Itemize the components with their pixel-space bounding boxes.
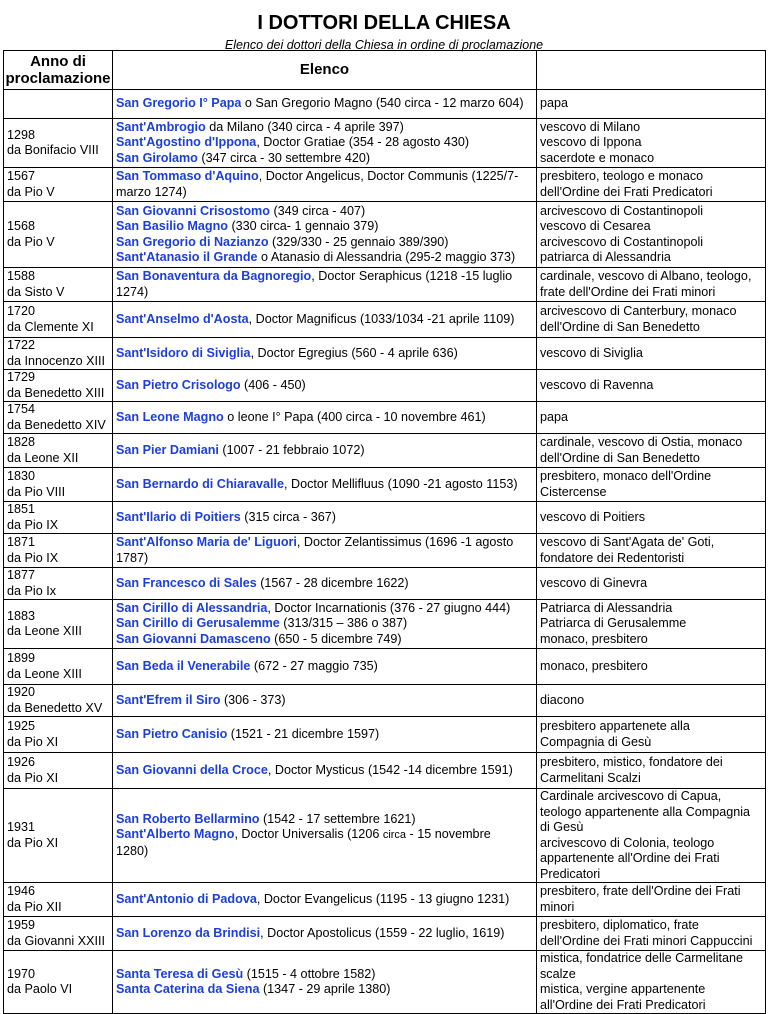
saint-entry xyxy=(116,763,533,779)
table-row xyxy=(4,883,766,917)
saint-details: (1515 - 4 ottobre 1582) xyxy=(243,966,376,981)
role-text: vescovo di Ravenna xyxy=(540,377,654,392)
saint-entry xyxy=(116,346,533,362)
saint-entry xyxy=(116,169,533,185)
year-text: da Pio Ix xyxy=(7,583,57,598)
saint-details: (650 - 5 dicembre 749) xyxy=(270,631,402,646)
role-text: sacerdote e monaco xyxy=(540,150,655,165)
saint-name: San Francesco di Sales xyxy=(116,575,257,590)
year-text: 1298 xyxy=(7,127,36,142)
year-text: da Giovanni XXIII xyxy=(7,933,106,948)
year-text: 1926 xyxy=(7,755,36,769)
saint-details: , Doctor Mysticus (1542 -14 dicembre 1591) xyxy=(267,762,513,777)
role-text: dell'Ordine di San Benedetto xyxy=(540,319,700,334)
saints-cell xyxy=(113,717,537,753)
saints-cell xyxy=(113,917,537,951)
year-text: da Benedetto XV xyxy=(7,700,103,715)
year-text: da Pio V xyxy=(7,184,55,199)
saints-cell xyxy=(113,753,537,789)
saint-name: Santa Teresa di Gesù xyxy=(116,966,244,981)
saint-details: (306 - 373) xyxy=(220,692,286,707)
doctors-table xyxy=(3,50,766,1014)
year-text: 1959 xyxy=(7,918,36,932)
saint-details-small: circa xyxy=(382,829,407,842)
role-text: monaco, presbitero xyxy=(540,658,648,673)
saint-details: (315 circa - 367) xyxy=(240,509,336,524)
header-list: Elenco xyxy=(113,51,537,90)
role-cell xyxy=(537,202,766,268)
saint-name: Sant'Isidoro di Siviglia xyxy=(116,345,251,360)
year-cell xyxy=(4,534,113,568)
role-text: papa xyxy=(540,409,569,424)
saints-cell xyxy=(113,302,537,338)
table-row xyxy=(4,268,766,302)
year-text: da Pio XI xyxy=(7,835,59,850)
saint-entry xyxy=(116,378,533,394)
saint-details: , Doctor Angelicus, Doctor Communis (1225/7- xyxy=(258,169,519,183)
saint-entry xyxy=(116,601,533,617)
role-cell xyxy=(537,717,766,753)
table-row xyxy=(4,402,766,434)
role-text: patriarca di Alessandria xyxy=(540,250,671,264)
saint-name: San Pietro Canisio xyxy=(116,726,228,741)
saints-cell xyxy=(113,202,537,268)
year-text: 1899 xyxy=(7,651,36,665)
saint-details: o Atanasio di Alessandria (295-2 maggio 373) xyxy=(257,250,516,264)
saint-details: (313/315 – 386 o 387) xyxy=(279,616,408,631)
role-text: monaco, presbitero xyxy=(540,631,648,646)
role-text: presbitero, diplomatico, frate xyxy=(540,918,699,932)
table-row xyxy=(4,90,766,119)
saint-details: , Doctor Evangelicus (1195 - 13 giugno 1231) xyxy=(256,891,510,906)
saint-name: San Giovanni Damasceno xyxy=(116,631,271,646)
page-title: I DOTTORI DELLA CHIESA xyxy=(257,12,511,34)
year-text: 1568 xyxy=(7,219,36,233)
role-text: cardinale, vescovo di Ostia, monaco xyxy=(540,435,743,449)
saint-details: (330 circa- 1 gennaio 379) xyxy=(227,219,379,233)
year-cell xyxy=(4,168,113,202)
year-text: 1925 xyxy=(7,719,36,733)
saints-cell xyxy=(113,951,537,1014)
role-text: vescovo di Sant'Agata de' Goti, xyxy=(540,535,715,549)
page-subtitle: Elenco dei dottori della Chiesa in ordine di proclamazione xyxy=(224,38,544,52)
saint-entry xyxy=(116,151,533,167)
saints-cell xyxy=(113,468,537,502)
year-text: da Leone XIII xyxy=(7,624,82,638)
role-text: dell'Ordine di San Benedetto xyxy=(540,450,700,465)
year-text: 1567 xyxy=(7,169,36,183)
table-row xyxy=(4,302,766,338)
saint-name: Sant'Anselmo d'Aosta xyxy=(116,311,249,326)
saint-name: San Giovanni Crisostomo xyxy=(116,203,270,218)
role-cell xyxy=(537,685,766,717)
saint-entry xyxy=(116,982,533,998)
table-row xyxy=(4,202,766,268)
saints-cell xyxy=(113,600,537,649)
saints-cell xyxy=(113,119,537,168)
role-cell xyxy=(537,917,766,951)
year-text: 1754 xyxy=(7,402,36,416)
saint-name: Sant'Alfonso Maria de' Liguori xyxy=(116,535,297,549)
table-row xyxy=(4,917,766,951)
saint-entry xyxy=(116,576,533,592)
year-text: 1729 xyxy=(7,370,36,384)
saint-details: (329/330 - 25 gennaio 389/390) xyxy=(268,234,449,249)
table-row xyxy=(4,789,766,883)
year-text: da Pio XII xyxy=(7,899,62,914)
role-text: vescovo di Ippona xyxy=(540,135,642,150)
saint-details: (1521 - 21 dicembre 1597) xyxy=(227,726,380,741)
saint-details: , Doctor Egregius (560 - 4 aprile 636) xyxy=(250,345,458,360)
year-cell xyxy=(4,338,113,370)
role-text: Predicatori xyxy=(540,866,601,881)
year-text: da Pio VIII xyxy=(7,484,66,499)
saint-name: Sant'Atanasio il Grande xyxy=(116,250,258,264)
year-cell xyxy=(4,90,113,119)
year-cell xyxy=(4,568,113,600)
saint-name: Sant'Ilario di Poitiers xyxy=(116,509,241,524)
saint-entry xyxy=(116,632,533,648)
year-text: 1722 xyxy=(7,338,36,352)
role-text: mistica, vergine appartenente xyxy=(540,982,706,996)
saint-details-cont: marzo 1274) xyxy=(116,184,187,199)
table-row xyxy=(4,951,766,1014)
table-row xyxy=(4,168,766,202)
year-text: da Sisto V xyxy=(7,284,65,299)
role-text: Patriarca di Gerusalemme xyxy=(540,616,687,631)
header-year-line2: proclamazione xyxy=(5,70,111,87)
saint-name: San Pier Damiani xyxy=(116,442,219,457)
year-cell xyxy=(4,402,113,434)
saints-cell xyxy=(113,402,537,434)
year-text: da Pio IX xyxy=(7,517,59,532)
role-text: scalze xyxy=(540,966,576,981)
saint-entry xyxy=(116,96,533,112)
year-cell xyxy=(4,649,113,685)
year-text: 1851 xyxy=(7,502,36,516)
year-cell xyxy=(4,753,113,789)
saint-entry xyxy=(116,269,533,285)
saint-entry xyxy=(116,510,533,526)
saint-name: San Cirillo di Gerusalemme xyxy=(116,616,280,631)
saint-entry xyxy=(116,892,533,908)
saint-entry xyxy=(116,477,533,493)
year-cell xyxy=(4,917,113,951)
role-text: cardinale, vescovo di Albano, teologo, xyxy=(540,269,752,283)
saint-name: Sant'Alberto Magno xyxy=(116,827,235,842)
saint-name: San Giovanni della Croce xyxy=(116,762,268,777)
role-text: dell'Ordine dei Frati minori Cappuccini xyxy=(540,933,753,948)
saint-details: (1542 - 17 settembre 1621) xyxy=(259,811,416,826)
role-text: vescovo di Cesarea xyxy=(540,219,651,233)
year-text: 1931 xyxy=(7,820,36,834)
year-cell xyxy=(4,717,113,753)
role-cell xyxy=(537,883,766,917)
saint-details: , Doctor Gratiae (354 - 28 agosto 430) xyxy=(256,135,470,150)
role-text: di Gesù xyxy=(540,820,584,834)
role-cell xyxy=(537,753,766,789)
saint-entry xyxy=(116,616,533,632)
role-text: presbitero appartenete alla xyxy=(540,719,690,733)
year-text: da Bonifacio VIII xyxy=(7,143,99,157)
saint-details: , Doctor Apostolicus (1559 - 22 luglio, 1619) xyxy=(260,925,505,940)
saints-cell xyxy=(113,883,537,917)
role-text: diacono xyxy=(540,692,585,707)
saint-name: San Cirillo di Alessandria xyxy=(116,600,268,615)
role-text: presbitero, frate dell'Ordine dei Frati xyxy=(540,884,741,898)
role-text: vescovo di Ginevra xyxy=(540,575,648,590)
saint-details: - 15 novembre xyxy=(406,827,491,842)
saint-entry xyxy=(116,535,533,551)
year-text: da Innocenzo XIII xyxy=(7,353,106,368)
saint-name: San Beda il Venerabile xyxy=(116,658,251,673)
saint-entry xyxy=(116,235,533,251)
role-text: minori xyxy=(540,899,575,914)
saint-details: , Doctor Incarnationis (376 - 27 giugno 444) xyxy=(267,600,511,615)
year-text: 1828 xyxy=(7,435,36,449)
saint-entry xyxy=(116,135,533,151)
saint-name: Sant'Efrem il Siro xyxy=(116,692,221,707)
saint-entry xyxy=(116,926,533,942)
year-text: da Pio IX xyxy=(7,550,59,565)
table-row xyxy=(4,119,766,168)
role-cell xyxy=(537,370,766,402)
role-text: Patriarca di Alessandria xyxy=(540,600,673,615)
header-role xyxy=(537,51,766,90)
saint-details: (347 circa - 30 settembre 420) xyxy=(197,150,371,165)
saint-details: (1567 - 28 dicembre 1622) xyxy=(256,575,409,590)
saint-details: o San Gregorio Magno (540 circa - 12 marzo 604) xyxy=(241,96,524,111)
saints-cell xyxy=(113,502,537,534)
role-cell xyxy=(537,302,766,338)
year-text: da Paolo VI xyxy=(7,982,73,996)
role-text: arcivescovo di Colonia, teologo xyxy=(540,835,715,850)
saint-name: San Bonaventura da Bagnoregio xyxy=(116,269,312,283)
year-text: 1970 xyxy=(7,966,36,981)
saint-entry xyxy=(116,410,533,426)
saint-details-cont: 1280) xyxy=(116,843,149,858)
saint-entry xyxy=(116,443,533,459)
year-text: 1720 xyxy=(7,304,36,318)
saints-cell xyxy=(113,685,537,717)
saint-details: o leone I° Papa (400 circa - 10 novembre 461) xyxy=(223,409,486,424)
year-cell xyxy=(4,883,113,917)
saint-name: Sant'Agostino d'Ippona xyxy=(116,135,257,150)
saint-entry xyxy=(116,120,533,136)
role-cell xyxy=(537,119,766,168)
role-cell xyxy=(537,90,766,119)
year-text: da Leone XIII xyxy=(7,666,82,681)
year-cell xyxy=(4,600,113,649)
saints-cell xyxy=(113,268,537,302)
role-text: Compagnia di Gesù xyxy=(540,734,652,749)
saint-details: (672 - 27 maggio 735) xyxy=(250,658,378,673)
year-text: da Pio V xyxy=(7,234,55,249)
table-body xyxy=(4,90,766,1014)
saint-name: San Bernardo di Chiaravalle xyxy=(116,476,284,491)
year-text: 1588 xyxy=(7,269,36,283)
table-row xyxy=(4,534,766,568)
table-row xyxy=(4,502,766,534)
year-text: 1877 xyxy=(7,568,36,582)
role-cell xyxy=(537,338,766,370)
role-cell xyxy=(537,168,766,202)
role-cell xyxy=(537,434,766,468)
table-header-row xyxy=(4,51,766,90)
year-text: da Pio XI xyxy=(7,770,59,785)
saint-details: (1007 - 21 febbraio 1072) xyxy=(218,442,365,457)
year-text: 1946 xyxy=(7,884,36,898)
role-cell xyxy=(537,268,766,302)
saints-cell xyxy=(113,338,537,370)
role-text: dell'Ordine dei Frati Predicatori xyxy=(540,184,713,199)
role-text: fondatore dei Redentoristi xyxy=(540,550,685,565)
saint-entry xyxy=(116,250,533,266)
role-cell xyxy=(537,502,766,534)
saint-name: Sant'Antonio di Padova xyxy=(116,891,257,906)
year-text: da Clemente XI xyxy=(7,319,94,334)
saint-details: , Doctor Zelantissimus (1696 -1 agosto xyxy=(296,535,514,549)
year-text: 1871 xyxy=(7,535,36,549)
table-row xyxy=(4,434,766,468)
year-cell xyxy=(4,468,113,502)
role-text: presbitero, mistico, fondatore dei xyxy=(540,755,723,769)
role-text: mistica, fondatrice delle Carmelitane xyxy=(540,951,743,965)
year-cell xyxy=(4,685,113,717)
saint-name: San Girolamo xyxy=(116,150,198,165)
saint-details: , Doctor Seraphicus (1218 -15 luglio xyxy=(311,269,513,283)
saints-cell xyxy=(113,370,537,402)
saint-details: (406 - 450) xyxy=(240,377,306,392)
year-cell xyxy=(4,434,113,468)
year-cell xyxy=(4,119,113,168)
saint-name: Santa Caterina da Siena xyxy=(116,982,260,996)
saint-details: , Doctor Magnificus (1033/1034 -21 aprile 1109) xyxy=(248,311,515,326)
year-cell xyxy=(4,268,113,302)
table-row xyxy=(4,753,766,789)
role-cell xyxy=(537,649,766,685)
role-cell xyxy=(537,534,766,568)
table-row xyxy=(4,600,766,649)
year-text: 1883 xyxy=(7,608,36,623)
saint-details: (349 circa - 407) xyxy=(269,203,366,218)
year-cell xyxy=(4,951,113,1014)
saints-cell xyxy=(113,649,537,685)
header-year-line1: Anno di xyxy=(30,53,86,70)
saint-name: San Gregorio I° Papa xyxy=(116,96,242,111)
year-text: 1920 xyxy=(7,685,36,699)
role-text: vescovo di Siviglia xyxy=(540,345,643,360)
year-text: da Pio XI xyxy=(7,734,59,749)
role-text: Cistercense xyxy=(540,484,607,499)
saint-name: San Leone Magno xyxy=(116,409,224,424)
saint-entry xyxy=(116,659,533,675)
role-cell xyxy=(537,789,766,883)
role-text: appartenente all'Ordine dei Frati xyxy=(540,851,720,865)
role-cell xyxy=(537,568,766,600)
saint-entry xyxy=(116,727,533,743)
role-cell xyxy=(537,402,766,434)
saint-name: Sant'Ambrogio xyxy=(116,119,206,134)
saint-details: da Milano (340 circa - 4 aprile 397) xyxy=(205,119,404,134)
table-row xyxy=(4,685,766,717)
year-cell xyxy=(4,202,113,268)
saint-name: San Pietro Crisologo xyxy=(116,377,241,392)
saints-cell xyxy=(113,789,537,883)
table-row xyxy=(4,717,766,753)
year-text: 1830 xyxy=(7,469,36,483)
saints-cell xyxy=(113,534,537,568)
saints-cell xyxy=(113,568,537,600)
role-text: frate dell'Ordine dei Frati minori xyxy=(540,284,716,299)
role-text: presbitero, monaco dell'Ordine xyxy=(540,469,712,483)
role-text: Carmelitani Scalzi xyxy=(540,770,641,785)
role-text: teologo appartenente alla Compagnia xyxy=(540,804,751,819)
saints-cell xyxy=(113,168,537,202)
role-text: arcivescovo di Costantinopoli xyxy=(540,203,704,218)
saints-cell xyxy=(113,90,537,119)
saint-name: San Roberto Bellarmino xyxy=(116,811,260,826)
year-cell xyxy=(4,502,113,534)
role-text: vescovo di Poitiers xyxy=(540,509,645,524)
saint-name: San Lorenzo da Brindisi xyxy=(116,925,261,940)
table-row xyxy=(4,649,766,685)
saint-entry xyxy=(116,693,533,709)
role-cell xyxy=(537,600,766,649)
year-cell xyxy=(4,370,113,402)
header-year xyxy=(4,51,113,90)
saint-details: , Doctor Mellifluus (1090 -21 agosto 1153) xyxy=(283,476,518,491)
saint-name: San Gregorio di Nazianzo xyxy=(116,234,269,249)
year-text: da Benedetto XIII xyxy=(7,385,105,400)
saint-entry xyxy=(116,312,533,328)
year-cell xyxy=(4,789,113,883)
role-text: papa xyxy=(540,96,569,111)
saints-cell xyxy=(113,434,537,468)
table-row xyxy=(4,338,766,370)
table-row xyxy=(4,370,766,402)
saint-entry xyxy=(116,219,533,235)
saint-details: , Doctor Universalis (1206 xyxy=(234,827,383,842)
saint-entry xyxy=(116,967,533,983)
saint-entry xyxy=(116,812,533,828)
role-text: all'Ordine dei Frati Predicatori xyxy=(540,997,706,1012)
saint-entry xyxy=(116,827,533,844)
table-row xyxy=(4,568,766,600)
table-row xyxy=(4,468,766,502)
saint-entry xyxy=(116,204,533,220)
role-text: Cardinale arcivescovo di Capua, xyxy=(540,789,722,803)
role-text: presbitero, teologo e monaco xyxy=(540,169,704,183)
year-text: da Leone XII xyxy=(7,450,79,465)
role-cell xyxy=(537,468,766,502)
year-text: da Benedetto XIV xyxy=(7,417,106,432)
role-cell xyxy=(537,951,766,1014)
saint-details-cont: 1274) xyxy=(116,284,149,299)
role-text: arcivescovo di Canterbury, monaco xyxy=(540,304,737,318)
role-text: arcivescovo di Costantinopoli xyxy=(540,234,704,249)
year-cell xyxy=(4,302,113,338)
saint-name: San Tommaso d'Aquino xyxy=(116,169,259,183)
role-text: vescovo di Milano xyxy=(540,119,641,134)
saint-details-cont: 1787) xyxy=(116,550,149,565)
saint-name: San Basilio Magno xyxy=(116,219,228,233)
saint-details: (1347 - 29 aprile 1380) xyxy=(259,982,391,996)
